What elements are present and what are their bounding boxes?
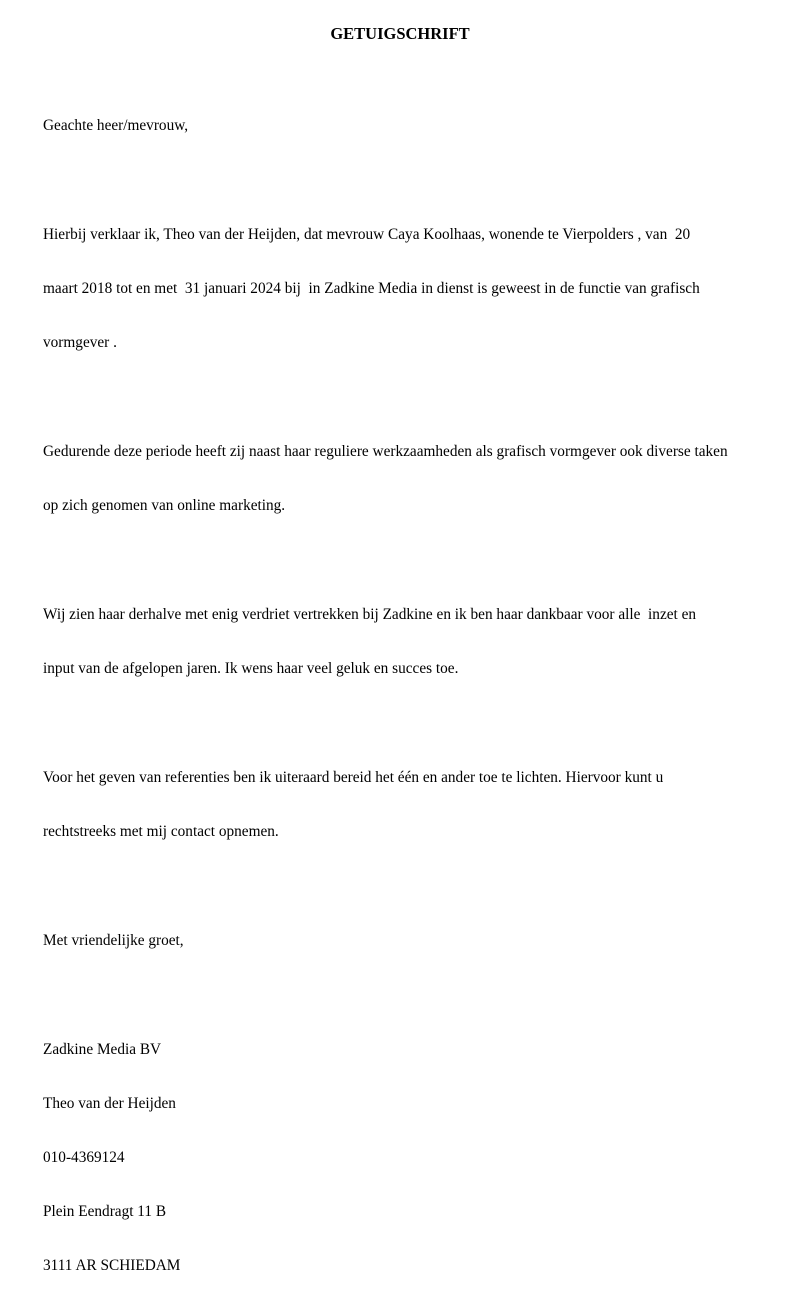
paragraph-farewell — [43, 570, 778, 714]
signature-street: Plein Eendragt 11 B — [43, 1203, 167, 1220]
signature-block — [43, 1005, 778, 1311]
signature-name: Theo van der Heijden — [43, 1095, 176, 1112]
paragraph-line: Wij zien haar derhalve met enig verdriet vertrekken bij Zadkine en ik ben haar dankbaar voor alle inzet en — [43, 606, 697, 623]
paragraph-line: vormgever . — [43, 334, 117, 351]
paragraph-line: maart 2018 tot en met 31 januari 2024 bij in Zadkine Media in dienst is geweest in de functie van grafisch — [43, 280, 700, 297]
signature-company: Zadkine Media BV — [43, 1041, 162, 1058]
paragraph-line: Hierbij verklaar ik, Theo van der Heijden, dat mevrouw Caya Koolhaas, wonende te Vierpolders , van 20 — [43, 226, 691, 243]
paragraph-line: input van de afgelopen jaren. Ik wens haar veel geluk en succes toe. — [43, 660, 459, 677]
signature-city: 3111 AR SCHIEDAM — [43, 1257, 181, 1274]
paragraph-references — [43, 733, 778, 877]
paragraph-line: rechtstreeks met mij contact opnemen. — [43, 823, 279, 840]
document-title: GETUIGSCHRIFT — [330, 24, 470, 43]
paragraph-declaration — [43, 190, 778, 388]
paragraph-line: Voor het geven van referenties ben ik uiteraard bereid het één en ander toe te lichten. Hiervoor kunt u — [43, 769, 664, 786]
closing-line: Met vriendelijke groet, — [43, 932, 184, 949]
paragraph-duties — [43, 407, 778, 551]
salutation — [43, 81, 778, 171]
paragraph-line: op zich genomen van online marketing. — [43, 497, 286, 514]
closing — [43, 896, 778, 986]
letter-body — [43, 81, 778, 1311]
paragraph-line: Gedurende deze periode heeft zij naast haar reguliere werkzaamheden als grafisch vormgever ook diverse taken — [43, 443, 728, 460]
signature-phone: 010-4369124 — [43, 1149, 125, 1166]
salutation-line: Geachte heer/mevrouw, — [43, 117, 189, 134]
